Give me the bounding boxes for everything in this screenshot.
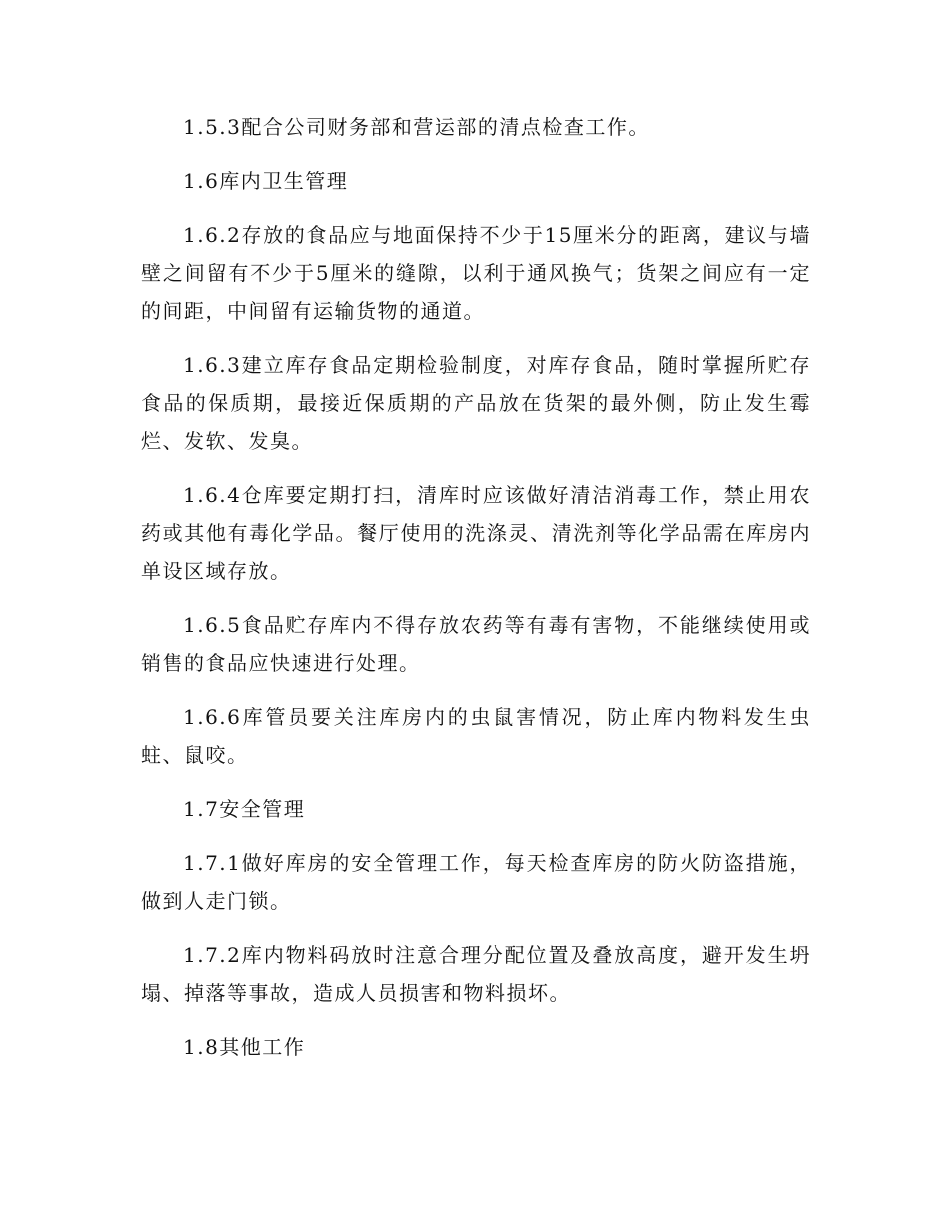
paragraph-1-7-2: 1.7.2库内物料码放时注意合理分配位置及叠放高度，避开发生坍塌、掉落等事故，造成人员损害和物料损坏。	[141, 943, 811, 1005]
heading-1-8: 1.8其他工作	[183, 1035, 306, 1059]
paragraph-1-6-3: 1.6.3建立库存食品定期检验制度，对库存食品，随时掌握所贮存食品的保质期，最接近保质期的产品放在货架的最外侧，防止发生霉烂、发软、发臭。	[141, 353, 811, 453]
heading-1-6: 1.6库内卫生管理	[183, 169, 349, 193]
heading-1-7: 1.7安全管理	[183, 797, 306, 821]
paragraph-1-6-4: 1.6.4仓库要定期打扫，清库时应该做好清洁消毒工作，禁止用农药或其他有毒化学品。餐厅使用的洗涤灵、清洗剂等化学品需在库房内单设区域存放。	[141, 483, 811, 583]
paragraph-1-5-3: 1.5.3配合公司财务部和营运部的清点检查工作。	[183, 115, 650, 139]
paragraph-1-6-5: 1.6.5食品贮存库内不得存放农药等有毒有害物，不能继续使用或销售的食品应快速进行处理。	[141, 613, 811, 675]
document-body	[141, 108, 811, 1082]
paragraph-1-6-2: 1.6.2存放的食品应与地面保持不少于15厘米分的距离，建议与墙壁之间留有不少于5厘米的缝隙，以利于通风换气；货架之间应有一定的间距，中间留有运输货物的通道。	[141, 223, 811, 323]
paragraph-1-7-1: 1.7.1做好库房的安全管理工作，每天检查库房的防火防盗措施，做到人走门锁。	[141, 851, 811, 913]
paragraph-1-6-6: 1.6.6库管员要关注库房内的虫鼠害情况，防止库内物料发生虫蛀、鼠咬。	[141, 705, 811, 767]
